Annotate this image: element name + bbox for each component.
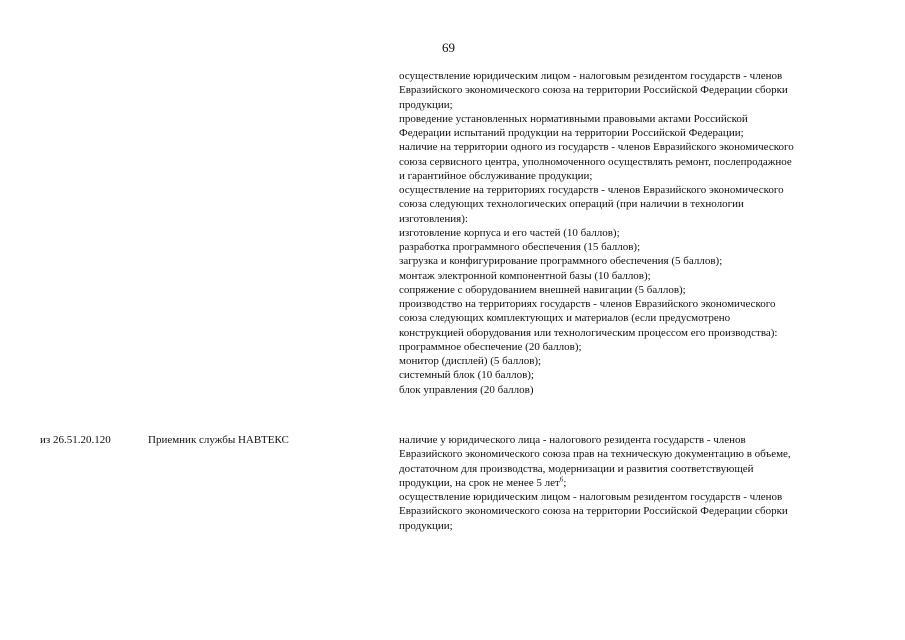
- requirement-line: и гарантийное обслуживание продукции;: [399, 169, 593, 182]
- requirement-text: продукции, на срок не менее 5 лет: [399, 476, 560, 489]
- requirement-line: Евразийского экономического союза прав на техническую документацию в объеме,: [399, 448, 791, 461]
- requirement-line: конструкцией оборудования или технологическим процессом его производства):: [399, 326, 778, 339]
- requirement-line-footnoted: [399, 476, 879, 490]
- requirement-line: наличие у юридического лица - налогового резидента государств - членов: [399, 434, 746, 446]
- continuation-requirements: [399, 69, 879, 397]
- requirement-line: продукции;: [399, 98, 453, 111]
- requirement-line: достаточном для производства, модернизации и развития соответствующей: [399, 462, 754, 475]
- requirement-line: проведение установленных нормативными правовыми актами Российской: [399, 112, 748, 125]
- requirement-line: системный блок (10 баллов);: [399, 369, 535, 382]
- requirement-line: производство на территориях государств - членов Евразийского экономического: [399, 298, 776, 310]
- requirement-line: монтаж электронной компонентной базы (10 баллов);: [399, 269, 651, 282]
- requirement-line: изготовление корпуса и его частей (10 баллов);: [399, 226, 620, 239]
- requirement-line: разработка программного обеспечения (15 баллов);: [399, 241, 641, 253]
- product-requirements: [399, 433, 879, 533]
- line-terminator: ;: [563, 476, 567, 489]
- requirement-line: продукции;: [399, 519, 453, 532]
- requirement-line: осуществление на территориях государств - членов Евразийского экономического: [399, 184, 784, 196]
- requirement-line: изготовления):: [399, 212, 468, 225]
- requirement-line: Федерации испытаний продукции на территории Российской Федерации;: [399, 127, 744, 139]
- requirement-line: Евразийского экономического союза на территории Российской Федерации сборки: [399, 84, 788, 97]
- requirement-line: монитор (дисплей) (5 баллов);: [399, 355, 542, 367]
- requirement-line: союза следующих технологических операций (при наличии в технологии: [399, 198, 744, 211]
- requirement-line: блок управления (20 баллов): [399, 383, 534, 396]
- footnote-mark: 6: [559, 475, 564, 484]
- requirement-line: осуществление юридическим лицом - налоговым резидентом государств - членов: [399, 70, 783, 82]
- page-number: 69: [442, 40, 455, 55]
- requirement-line: наличие на территории одного из государств - членов Евразийского экономического: [399, 141, 794, 154]
- requirement-line: программное обеспечение (20 баллов);: [399, 340, 582, 353]
- requirement-line: загрузка и конфигурирование программного обеспечения (5 баллов);: [399, 255, 723, 268]
- product-code: из 26.51.20.120: [40, 434, 111, 446]
- requirement-line: сопряжение с оборудованием внешней навигации (5 баллов);: [399, 283, 686, 296]
- requirement-line: осуществление юридическим лицом - налоговым резидентом государств - членов: [399, 491, 783, 503]
- requirement-line: союза сервисного центра, уполномоченного осуществлять ремонт, послепродажное: [399, 155, 792, 168]
- requirement-line: союза следующих комплектующих и материалов (если предусмотрено: [399, 312, 731, 325]
- product-name: Приемник службы НАВТЕКС: [148, 434, 289, 446]
- requirement-line: Евразийского экономического союза на территории Российской Федерации сборки: [399, 505, 788, 518]
